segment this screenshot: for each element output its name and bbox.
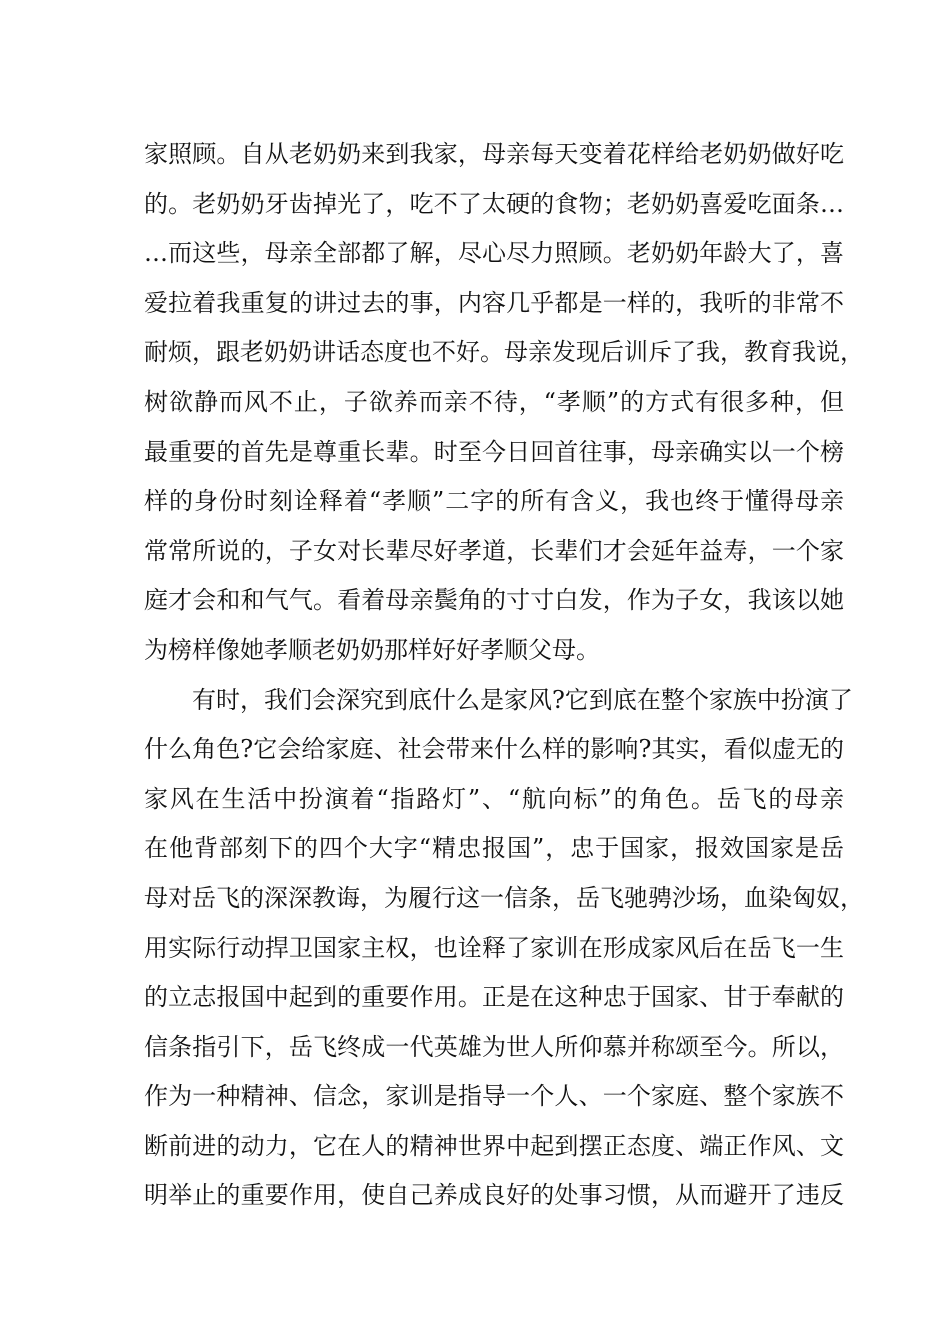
body-text xyxy=(144,130,864,1221)
paragraph-2-line: 在他背部刻下的四个大字“精忠报国”，忠于国家，报效国家是岳 xyxy=(144,834,844,863)
paragraph-2-line: 断前进的动力，它在人的精神世界中起到摆正态度、端正作风、文 xyxy=(144,1131,844,1160)
paragraph-1-line: 庭才会和和气气。看着母亲鬓角的寸寸白发，作为子女，我该以她 xyxy=(144,586,844,615)
paragraph-1-line: 树欲静而风不止，子欲养而亲不待，“孝顺”的方式有很多种，但 xyxy=(144,387,844,416)
paragraph-2-line: 什么角色?它会给家庭、社会带来什么样的影响?其实，看似虚无的 xyxy=(144,735,844,764)
paragraph-1-line: …而这些，母亲全部都了解，尽心尽力照顾。老奶奶年龄大了，喜 xyxy=(144,239,844,268)
paragraph-1-line: 最重要的首先是尊重长辈。时至今日回首往事，母亲确实以一个榜 xyxy=(144,437,844,466)
paragraph-1-line: 常常所说的，子女对长辈尽好孝道，长辈们才会延年益寿，一个家 xyxy=(144,536,844,565)
paragraph-2-line: 有时，我们会深究到底什么是家风?它到底在整个家族中扮演了 xyxy=(192,685,853,714)
paragraph-2-line: 母对岳飞的深深教诲，为履行这一信条，岳飞驰骋沙场，血染匈奴， xyxy=(144,883,864,912)
paragraph-1-line: 为榜样像她孝顺老奶奶那样好好孝顺父母。 xyxy=(144,635,600,664)
paragraph-1-line: 爱拉着我重复的讲过去的事，内容几乎都是一样的，我听的非常不 xyxy=(144,288,844,317)
paragraph-2-line: 家风在生活中扮演着“指路灯”、“航向标”的角色。岳飞的母亲 xyxy=(144,784,844,813)
paragraph-1-line: 耐烦，跟老奶奶讲话态度也不好。母亲发现后训斥了我，教育我说， xyxy=(144,338,864,367)
paragraph-2-line: 信条指引下，岳飞终成一代英雄为世人所仰慕并称颂至今。所以， xyxy=(144,1032,844,1061)
paragraph-1 xyxy=(144,130,864,676)
paragraph-1-line: 的。老奶奶牙齿掉光了，吃不了太硬的食物；老奶奶喜爱吃面条… xyxy=(144,189,844,218)
paragraph-1-line: 家照顾。自从老奶奶来到我家，母亲每天变着花样给老奶奶做好吃 xyxy=(144,140,844,168)
paragraph-2-line: 的立志报国中起到的重要作用。正是在这种忠于国家、甘于奉献的 xyxy=(144,983,844,1012)
paragraph-2 xyxy=(144,676,864,1222)
paragraph-2-line: 作为一种精神、信念，家训是指导一个人、一个家庭、整个家族不 xyxy=(144,1082,844,1111)
paragraph-1-line: 样的身份时刻诠释着“孝顺”二字的所有含义，我也终于懂得母亲 xyxy=(144,487,844,516)
paragraph-2-line: 明举止的重要作用，使自己养成良好的处事习惯，从而避开了违反 xyxy=(144,1181,844,1210)
paragraph-2-line: 用实际行动捍卫国家主权，也诠释了家训在形成家风后在岳飞一生 xyxy=(144,933,844,962)
